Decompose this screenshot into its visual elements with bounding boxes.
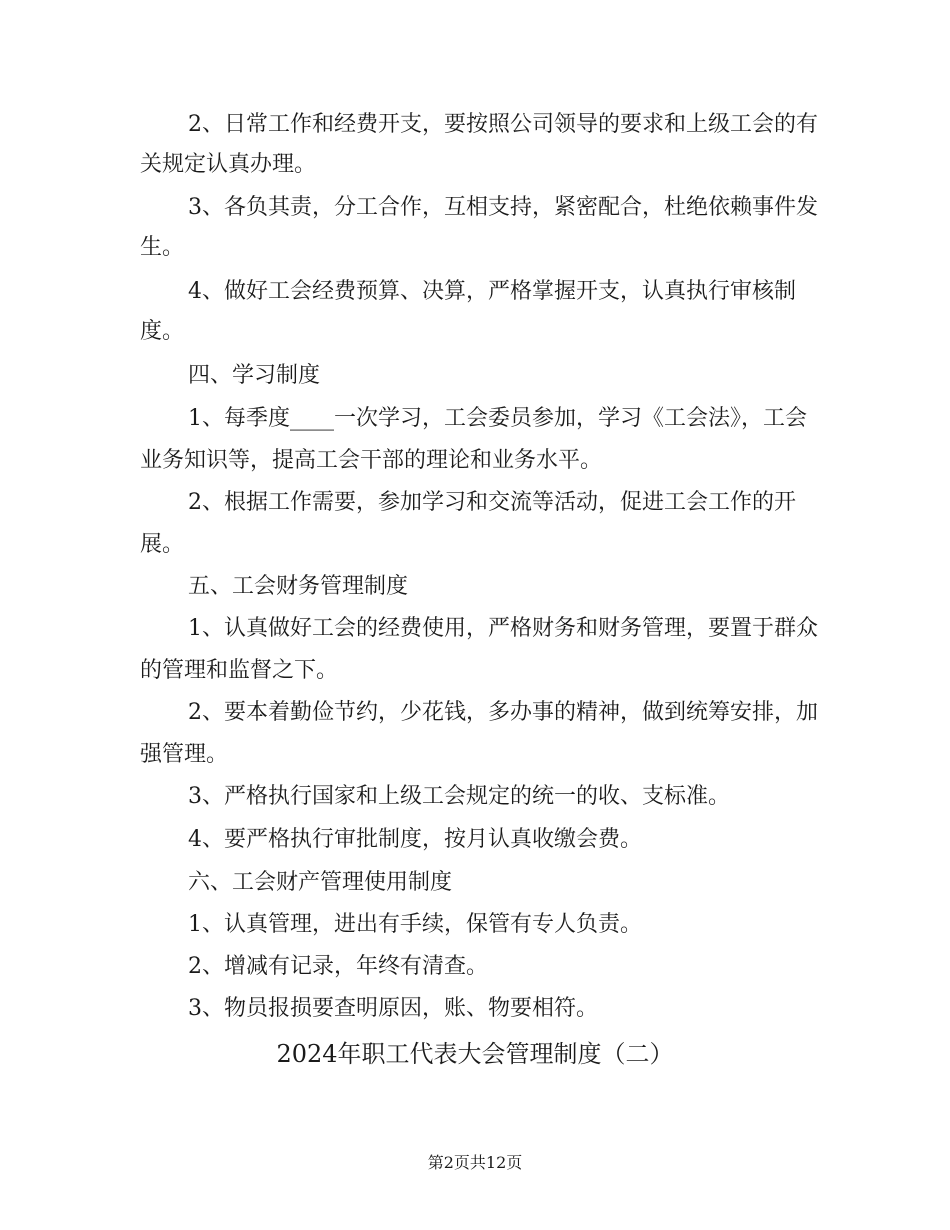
document-title: 2024年职工代表大会管理制度（二） bbox=[276, 1040, 674, 1068]
paragraph-line: 的管理和监督之下。 bbox=[140, 658, 339, 683]
page-footer: 第2页共12页 bbox=[427, 1153, 523, 1172]
paragraph-line: 关规定认真办理。 bbox=[140, 152, 317, 177]
paragraph-line: 强管理。 bbox=[140, 742, 229, 767]
paragraph-line: 3、各负其责，分工合作，互相支持，紧密配合，杜绝依赖事件发 bbox=[188, 195, 818, 220]
section-heading: 四、学习制度 bbox=[188, 363, 321, 388]
paragraph-line: 度。 bbox=[140, 319, 185, 344]
paragraph-line: 4、要严格执行审批制度，按月认真收缴会费。 bbox=[188, 827, 642, 852]
paragraph-line: 业务知识等，提高工会干部的理论和业务水平。 bbox=[140, 448, 603, 473]
paragraph-line: 1、认真管理，进出有手续，保管有专人负责。 bbox=[188, 912, 642, 937]
paragraph-line: 4、做好工会经费预算、决算，严格掌握开支，认真执行审核制 bbox=[188, 279, 796, 304]
section-heading: 五、工会财务管理制度 bbox=[188, 574, 409, 599]
paragraph-line: 2、要本着勤俭节约，少花钱，多办事的精神，做到统筹安排，加 bbox=[188, 700, 818, 725]
paragraph-line: 展。 bbox=[140, 532, 185, 557]
paragraph-line: 2、根据工作需要，参加学习和交流等活动，促进工会工作的开 bbox=[188, 490, 796, 515]
paragraph-line: 生。 bbox=[140, 235, 185, 260]
paragraph-line: 3、物员报损要查明原因，账、物要相符。 bbox=[188, 996, 598, 1021]
paragraph-line: 2、增减有记录，年终有清查。 bbox=[188, 954, 488, 979]
paragraph-line: 3、严格执行国家和上级工会规定的统一的收、支标准。 bbox=[188, 784, 730, 809]
paragraph-line: 1、每季度____一次学习，工会委员参加，学习《工会法》，工会 bbox=[188, 406, 807, 431]
paragraph-line: 2、日常工作和经费开支，要按照公司领导的要求和上级工会的有 bbox=[188, 112, 818, 137]
section-heading: 六、工会财产管理使用制度 bbox=[188, 870, 453, 895]
paragraph-line: 1、认真做好工会的经费使用，严格财务和财务管理，要置于群众 bbox=[188, 616, 818, 641]
